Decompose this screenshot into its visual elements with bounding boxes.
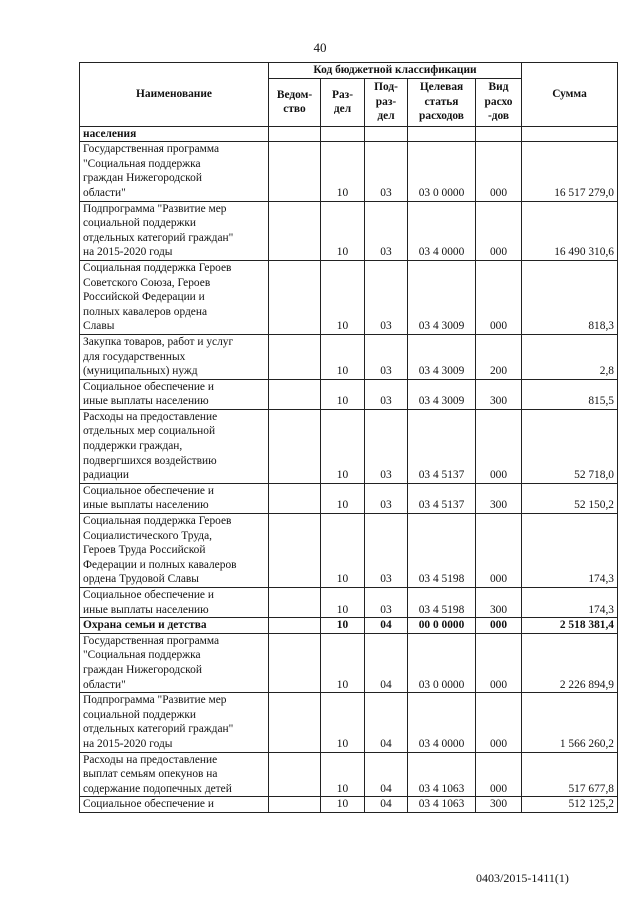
cell-department (269, 201, 321, 260)
cell-sum: 818,3 (522, 260, 618, 334)
cell-target-article: 03 4 1063 (408, 797, 476, 813)
cell-expense-type: 000 (476, 409, 522, 483)
cell-department (269, 126, 321, 142)
cell-subsection: 03 (365, 260, 408, 334)
cell-sum: 174,3 (522, 514, 618, 588)
table-row (80, 483, 618, 513)
cell-section: 10 (321, 142, 365, 201)
cell-name: Социальное обеспечение и (80, 797, 269, 813)
cell-subsection: 03 (365, 334, 408, 379)
cell-subsection: 03 (365, 588, 408, 618)
cell-expense-type: 000 (476, 633, 522, 692)
cell-expense-type: 000 (476, 752, 522, 797)
cell-subsection: 04 (365, 752, 408, 797)
cell-subsection (365, 126, 408, 142)
table-row (80, 409, 618, 483)
cell-subsection: 03 (365, 409, 408, 483)
cell-section: 10 (321, 260, 365, 334)
cell-department (269, 260, 321, 334)
cell-sum: 174,3 (522, 588, 618, 618)
cell-target-article: 00 0 0000 (408, 618, 476, 634)
cell-department (269, 752, 321, 797)
cell-subsection: 04 (365, 797, 408, 813)
cell-name: Расходы на предоставление выплат семьям опекунов на содержание подопечных детей (80, 752, 269, 797)
cell-section: 10 (321, 514, 365, 588)
table-row (80, 618, 618, 634)
cell-department (269, 797, 321, 813)
header-sum: Сумма (522, 63, 618, 127)
cell-name: Социальное обеспечение и иные выплаты населению (80, 379, 269, 409)
cell-expense-type: 000 (476, 142, 522, 201)
document-code: 0403/2015-1411(1) (476, 871, 569, 885)
cell-sum: 16 517 279,0 (522, 142, 618, 201)
header-name: Наименование (80, 63, 269, 127)
cell-expense-type: 000 (476, 618, 522, 634)
cell-sum (522, 126, 618, 142)
cell-section: 10 (321, 797, 365, 813)
cell-expense-type: 200 (476, 334, 522, 379)
cell-name: Охрана семьи и детства (80, 618, 269, 634)
cell-department (269, 618, 321, 634)
cell-department (269, 588, 321, 618)
cell-section: 10 (321, 483, 365, 513)
cell-subsection: 03 (365, 379, 408, 409)
cell-sum: 2 226 894,9 (522, 633, 618, 692)
cell-department (269, 483, 321, 513)
cell-target-article (408, 126, 476, 142)
header-department: Ведом- ство (269, 78, 321, 126)
cell-expense-type: 000 (476, 260, 522, 334)
cell-sum: 16 490 310,6 (522, 201, 618, 260)
table-row (80, 379, 618, 409)
cell-department (269, 409, 321, 483)
cell-section: 10 (321, 693, 365, 752)
cell-department (269, 334, 321, 379)
cell-target-article: 03 0 0000 (408, 633, 476, 692)
header-target-article: Целевая статья расходов (408, 78, 476, 126)
cell-name: Закупка товаров, работ и услуг для государственных (муниципальных) нужд (80, 334, 269, 379)
page-number: 40 (313, 40, 327, 55)
cell-name: Социальная поддержка Героев Советского Союза, Героев Российской Федерации и полных кавалеров ордена Славы (80, 260, 269, 334)
cell-section: 10 (321, 588, 365, 618)
cell-name: населения (80, 126, 269, 142)
cell-department (269, 379, 321, 409)
cell-subsection: 03 (365, 483, 408, 513)
cell-sum: 517 677,8 (522, 752, 618, 797)
cell-sum: 815,5 (522, 379, 618, 409)
cell-name: Расходы на предоставление отдельных мер социальной поддержки граждан, подвергшихся воздействию радиации (80, 409, 269, 483)
cell-department (269, 633, 321, 692)
table-row (80, 633, 618, 692)
cell-subsection: 03 (365, 514, 408, 588)
cell-target-article: 03 4 3009 (408, 334, 476, 379)
cell-section: 10 (321, 633, 365, 692)
cell-expense-type: 300 (476, 588, 522, 618)
cell-sum: 2 518 381,4 (522, 618, 618, 634)
cell-section: 10 (321, 201, 365, 260)
cell-target-article: 03 4 1063 (408, 752, 476, 797)
cell-target-article: 03 0 0000 (408, 142, 476, 201)
table-row (80, 588, 618, 618)
cell-section: 10 (321, 409, 365, 483)
cell-name: Государственная программа "Социальная поддержка граждан Нижегородской области" (80, 142, 269, 201)
cell-name: Государственная программа "Социальная поддержка граждан Нижегородской области" (80, 633, 269, 692)
cell-subsection: 04 (365, 633, 408, 692)
cell-target-article: 03 4 5198 (408, 514, 476, 588)
cell-target-article: 03 4 5137 (408, 409, 476, 483)
cell-sum: 1 566 260,2 (522, 693, 618, 752)
header-subsection: Под- раз- дел (365, 78, 408, 126)
cell-expense-type: 300 (476, 379, 522, 409)
cell-sum: 52 150,2 (522, 483, 618, 513)
header-expense-type: Вид расхо -дов (476, 78, 522, 126)
table-row (80, 126, 618, 142)
cell-subsection: 04 (365, 693, 408, 752)
cell-section: 10 (321, 618, 365, 634)
cell-sum: 52 718,0 (522, 409, 618, 483)
table-row (80, 514, 618, 588)
cell-section: 10 (321, 379, 365, 409)
cell-target-article: 03 4 5198 (408, 588, 476, 618)
cell-expense-type: 300 (476, 797, 522, 813)
cell-sum: 2,8 (522, 334, 618, 379)
table-row (80, 752, 618, 797)
cell-expense-type: 000 (476, 514, 522, 588)
cell-section: 10 (321, 752, 365, 797)
cell-section: 10 (321, 334, 365, 379)
cell-expense-type: 000 (476, 693, 522, 752)
cell-sum: 512 125,2 (522, 797, 618, 813)
cell-expense-type (476, 126, 522, 142)
cell-target-article: 03 4 0000 (408, 201, 476, 260)
cell-name: Социальное обеспечение и иные выплаты населению (80, 588, 269, 618)
cell-subsection: 03 (365, 142, 408, 201)
cell-section (321, 126, 365, 142)
cell-name: Подпрограмма "Развитие мер социальной поддержки отдельных категорий граждан" на 2015-2020 годы (80, 201, 269, 260)
table-row (80, 693, 618, 752)
cell-name: Социальная поддержка Героев Социалистического Труда, Героев Труда Российской Федерации и полных кавалеров ордена Трудовой Славы (80, 514, 269, 588)
cell-target-article: 03 4 3009 (408, 260, 476, 334)
table-row (80, 260, 618, 334)
cell-subsection: 03 (365, 201, 408, 260)
cell-department (269, 693, 321, 752)
cell-target-article: 03 4 3009 (408, 379, 476, 409)
cell-expense-type: 000 (476, 201, 522, 260)
table-row (80, 142, 618, 201)
table-row (80, 201, 618, 260)
cell-name: Социальное обеспечение и иные выплаты населению (80, 483, 269, 513)
cell-target-article: 03 4 0000 (408, 693, 476, 752)
header-classification-group: Код бюджетной классификации (269, 63, 522, 79)
cell-target-article: 03 4 5137 (408, 483, 476, 513)
cell-expense-type: 300 (476, 483, 522, 513)
header-section: Раз- дел (321, 78, 365, 126)
table-row (80, 334, 618, 379)
budget-table (79, 62, 618, 813)
cell-department (269, 142, 321, 201)
cell-subsection: 04 (365, 618, 408, 634)
cell-department (269, 514, 321, 588)
table-row (80, 797, 618, 813)
cell-name: Подпрограмма "Развитие мер социальной поддержки отдельных категорий граждан" на 2015-2020 годы (80, 693, 269, 752)
